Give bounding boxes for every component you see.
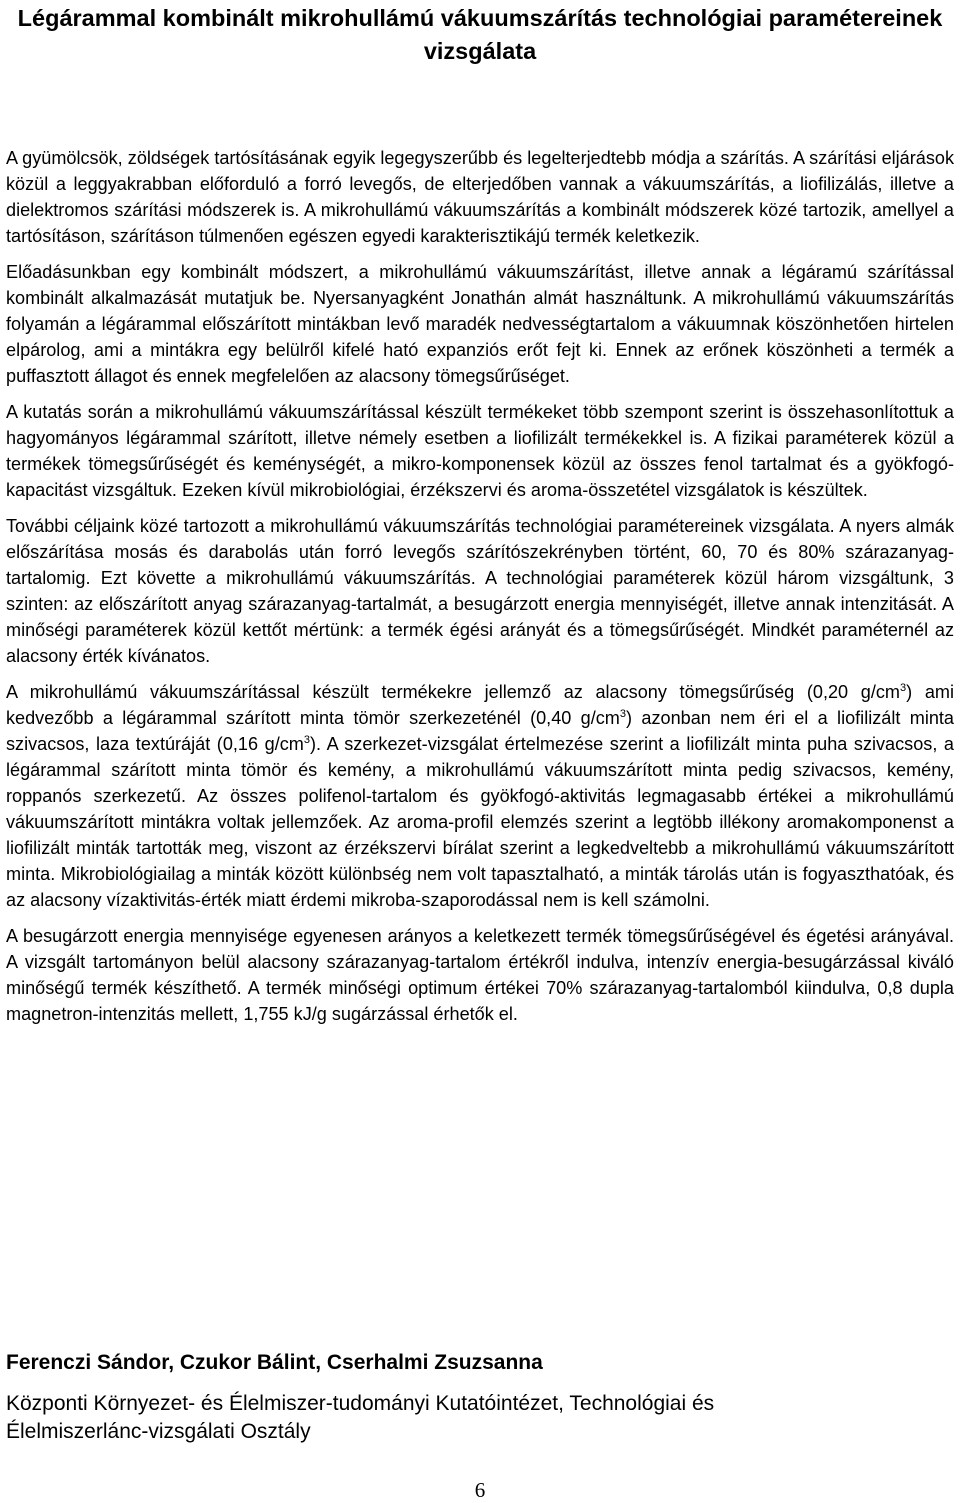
paragraph-intro: A gyümölcsök, zöldségek tartósításának egyik legegyszerűbb és legelterjedtebb módja a szárítás. A szárítási eljárások közül a leggyakrabban előforduló a forró levegős, de elterjedőben vannak a vákuumszárítás, a liofilizálás, illetve a dielektromos szárítási módszerek is. A mikrohullámú vákuumszárítás a kombinált módszerek közé tartozik, amellyel a tartósításon, szárításon túlmenően egészen egyedi karakterisztikájú termék keletkezik. xyxy=(6,148,954,246)
density-text-3: ) azonban nem éri el a liofilizált minta szivacsos, laza textúráját (0,16 g/cm xyxy=(6,708,954,754)
paragraph-method: Előadásunkban egy kombinált módszert, a mikrohullámú vákuumszárítást, illetve annak a légáramú szárítással kombinált alkalmazását mutatjuk be. Nyersanyagként Jonathán almát használtunk. A mikrohullámú vákuumszárítás folyamán a légárammal előszárított mintákban levő maradék nedvességtartalom a vákuumnak köszönhetően hirtelen elpárolog, ami a mintákra egy belülről kifelé ható expanziós erőt fejt ki. Ennek az erőnek köszönheti a termék a puffasztott állagot és ennek megfelelően az alacsony tömegsűrűséget. xyxy=(6,262,954,386)
authors: Ferenczi Sándor, Czukor Bálint, Cserhalmi Zsuzsanna xyxy=(6,1351,543,1374)
document-title: Légárammal kombinált mikrohullámú vákuumszárítás technológiai paramétereinek vizsgálata xyxy=(17,5,943,64)
superscript-1: 3 xyxy=(900,681,907,694)
density-text-4: ). A szerkezet-vizsgálat értelmezése szerint a liofilizált minta puha szivacsos, a légárammal szárított minta tömör és kemény, a mikrohullámú vákuumszárított minta pedig szivacsos, kemény, roppanós szerkezetű. Az összes polifenol-tartalom és gyökfogó-aktivitás legmagasabb értékei a mikrohullámú vákuumszárított mintákra voltak jellemzőek. Az aroma-profil elemzés szerint a legtöbb illékony aromakomponenst a liofilizált minták tartották meg, viszont az érzékszervi bírálat szerint a legkedveltebb a mikrohullámú vákuumszárított minta. Mikrobiológiailag a minták között különbség nem volt tapasztalható, a minták tárolás után is fogyaszthatóak, és az alacsony vízaktivitás-érték miatt érdemi mikroba-szaporodással nem is kell számolni. xyxy=(6,734,954,910)
document-body xyxy=(6,145,954,1037)
institute-line-1: Központi Környezet- és Élelmiszer-tudományi Kutatóintézet, Technológiai és xyxy=(6,1392,715,1415)
density-text-1: A mikrohullámú vákuumszárítással készült termékekre jellemző az alacsony tömegsűrűség (0,20 g/cm xyxy=(6,682,901,702)
superscript-2: 3 xyxy=(619,707,627,720)
paragraph-goals: További céljaink közé tartozott a mikrohullámú vákuumszárítás technológiai paramétereinek vizsgálata. A nyers almák előszárítása mosás és darabolás után forró levegős szárítószekrényben történt, 60, 70 és 80% szárazanyag-tartalomig. Ezt követte a mikrohullámú vákuumszárítás. A technológiai paraméterek közül három vizsgáltunk, 3 szinten: az előszárított anyag szárazanyag-tartalmát, a besugárzott energia mennyiségét, illetve annak intenzitását. A minőségi paraméterek közül kettőt mértünk: a termék égési arányát és a tömegsűrűségét. Mindkét paraméternél az alacsony érték kívánatos. xyxy=(6,516,954,666)
paragraph-energy: A besugárzott energia mennyisége egyenesen arányos a keletkezett termék tömegsűrűségével és égetési arányával. A vizsgált tartományon belül alacsony szárazanyag-tartalom értékről indulva, intenzív energia-besugárzással kiváló minőségű termék készíthető. A termék minőségi optimum értékei 70% szárazanyag-tartalomból kiindulva, 0,8 dupla magnetron-intenzitás mellett, 1,755 kJ/g sugárzással érhetők el. xyxy=(6,926,954,1024)
paragraph-density xyxy=(6,679,954,913)
paragraph-research: A kutatás során a mikrohullámú vákuumszárítással készült termékeket több szempont szerint is összehasonlítottuk a hagyományos légárammal szárított, illetve némely esetben a liofilizált termékekkel is. A fizikai paraméterek közül a termékek tömegsűrűségét és keménységét, a mikro-komponensek közül az összes fenol tartalmat és a gyökfogó-kapacitást vizsgáltuk. Ezeken kívül mikrobiológiai, érzékszervi és aroma-összetétel vizsgálatok is készültek. xyxy=(6,402,954,500)
page-number: 6 xyxy=(474,1478,486,1502)
superscript-3: 3 xyxy=(303,733,310,746)
institute-line-2: Élelmiszerlánc-vizsgálati Osztály xyxy=(6,1420,311,1443)
institute xyxy=(6,1390,954,1446)
density-text-2: ) ami kedvezőbb a légárammal szárított minta tömör szerkezeténél (0,40 g/cm xyxy=(6,682,954,728)
document-page xyxy=(6,0,954,1503)
